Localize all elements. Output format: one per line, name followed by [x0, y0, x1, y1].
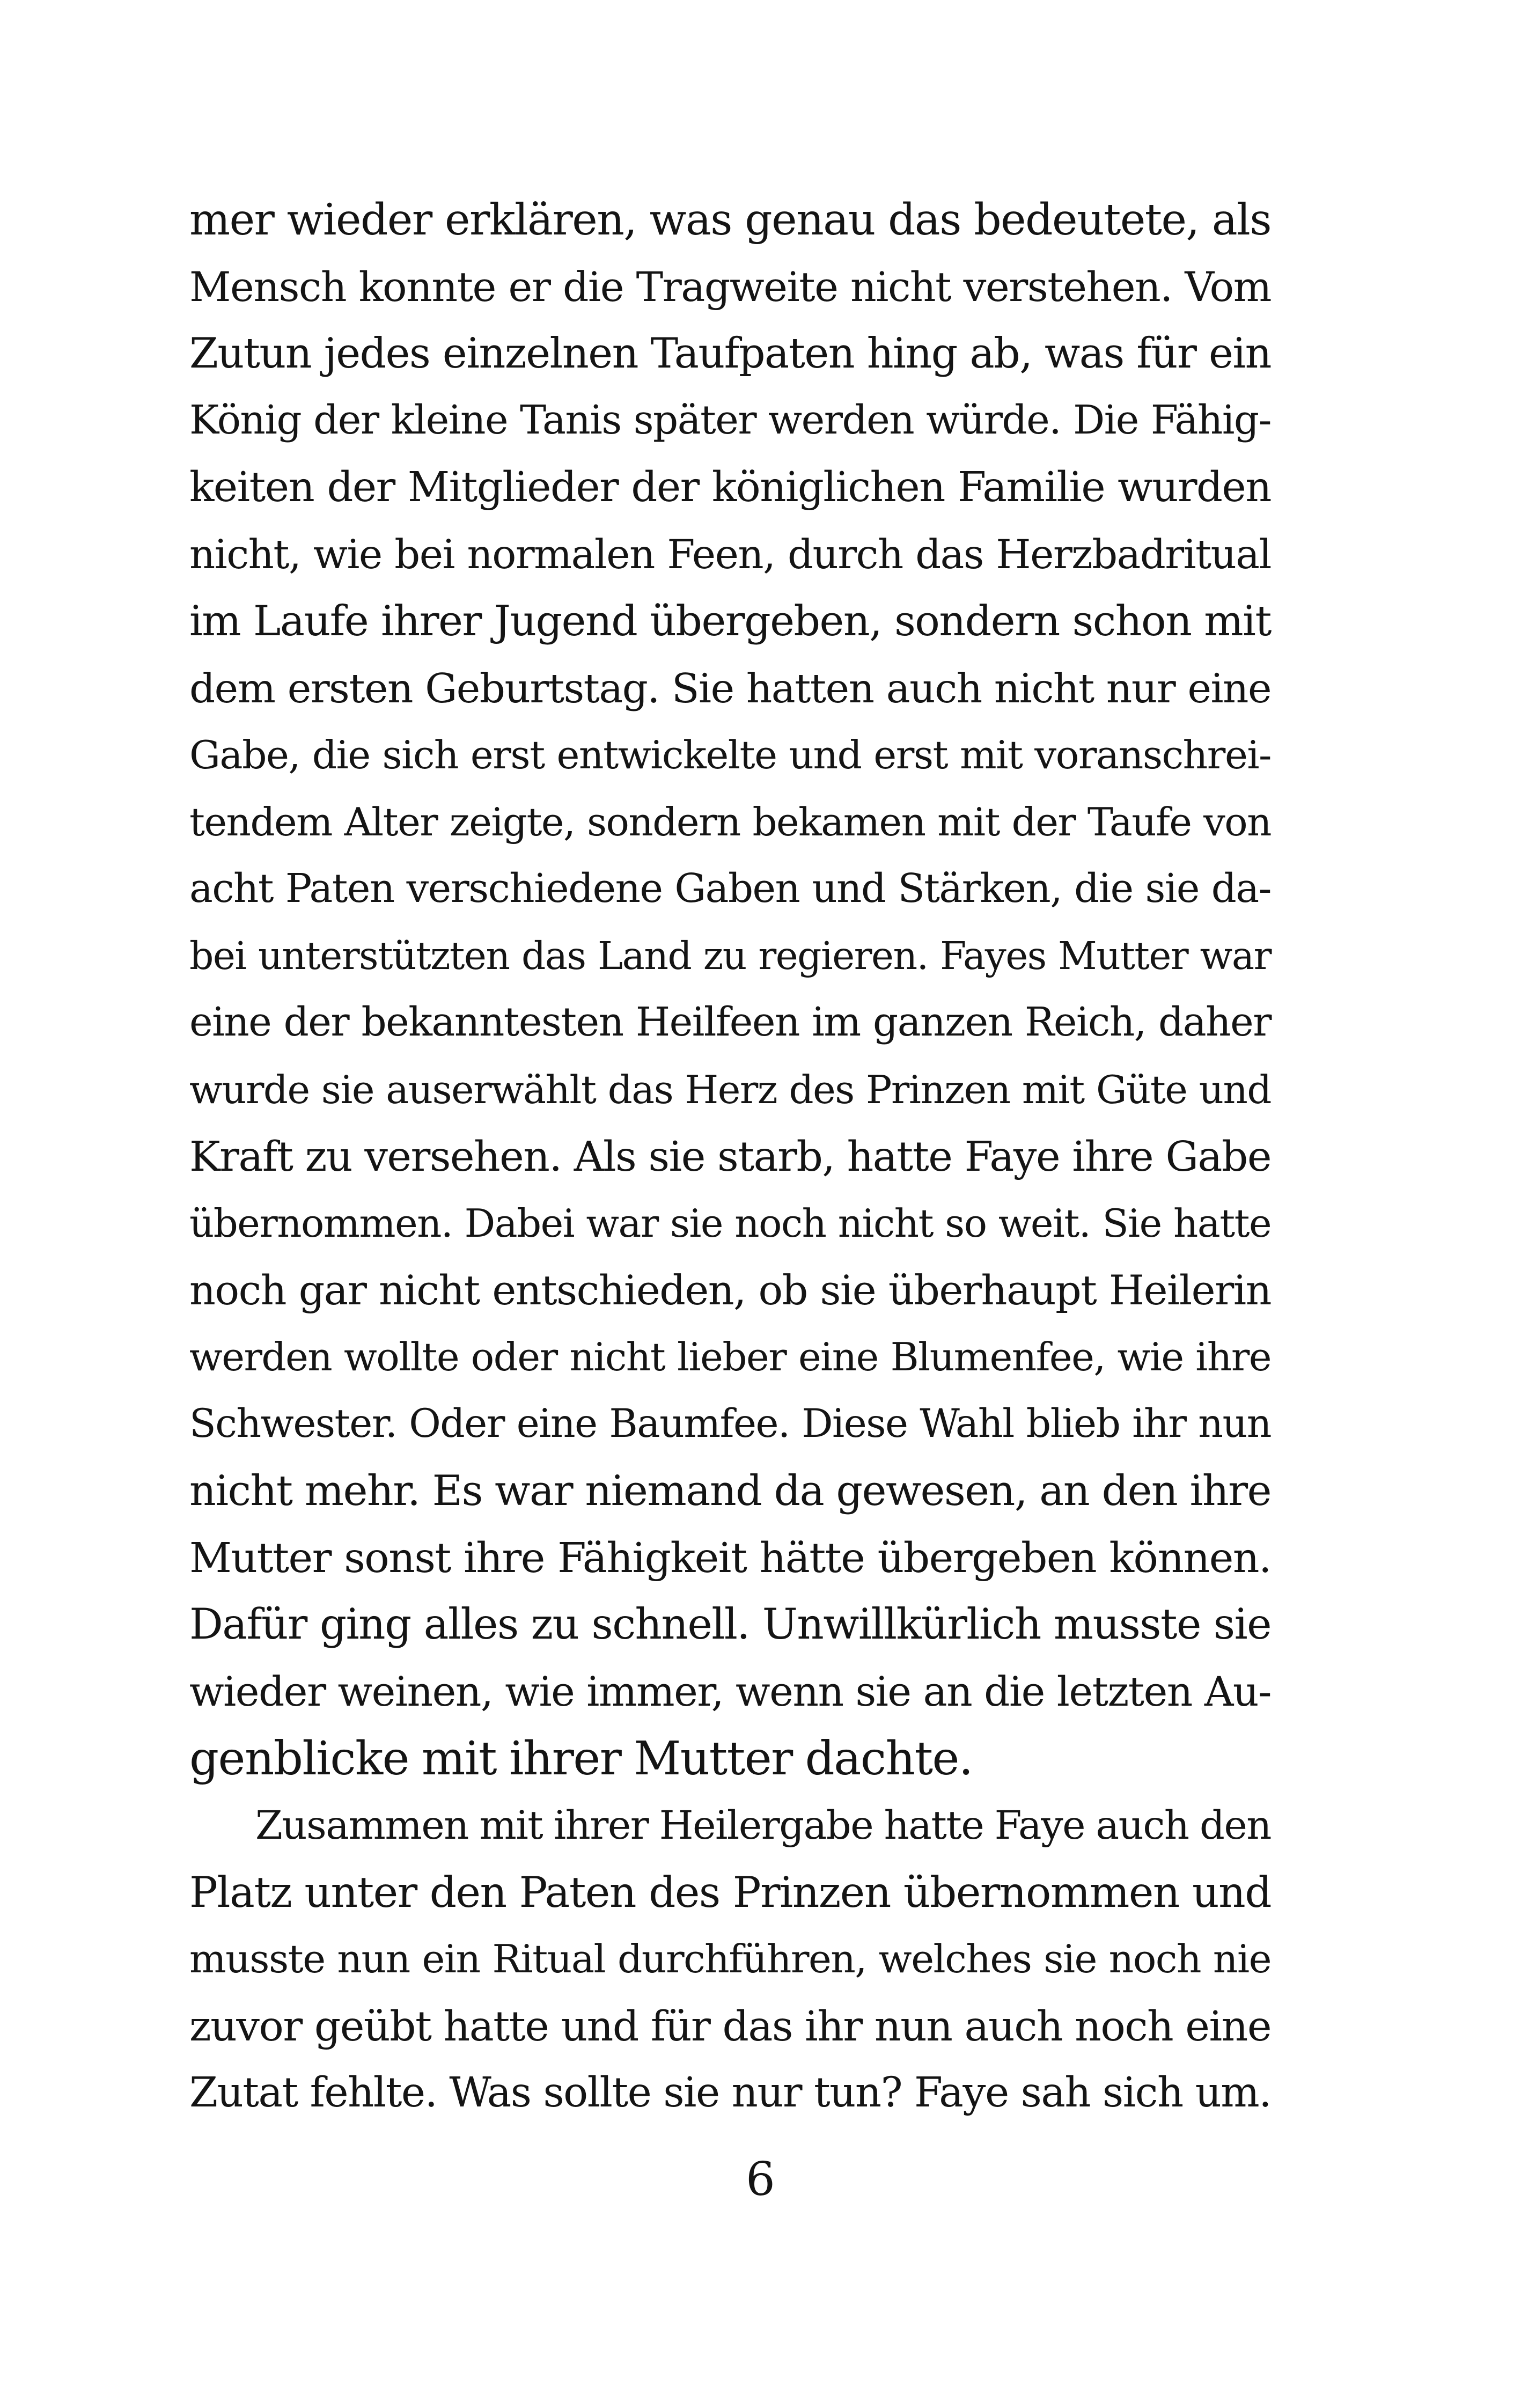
text-line: Schwester. Oder eine Baumfee. Diese Wahl blieb ihr nun	[189, 1401, 1271, 1447]
text-line: musste nun ein Ritual durchführen, welches sie noch nie	[189, 1936, 1271, 1982]
text-line: bei unterstützten das Land zu regieren. Fayes Mutter war	[189, 933, 1271, 978]
text-line: König der kleine Tanis später werden würde. Die Fähig-	[189, 398, 1271, 444]
text-line: tendem Alter zeigte, sondern bekamen mit der Taufe von	[189, 799, 1271, 845]
text-line: Kraft zu versehen. Als sie starb, hatte Faye ihre Gabe	[189, 1132, 1271, 1181]
text-line: Dafür ging alles zu schnell. Unwillkürlich musste sie	[189, 1600, 1271, 1649]
text-line: acht Paten verschiedene Gaben und Stärken, die sie da-	[189, 865, 1271, 912]
text-line: wurde sie auserwählt das Herz des Prinzen mit Güte und	[189, 1067, 1271, 1112]
text-line: Gabe, die sich erst entwickelte und erst mit voranschrei-	[189, 732, 1271, 778]
text-line: zuvor geübt hatte und für das ihr nun auch noch eine	[189, 2002, 1271, 2051]
text-line: eine der bekanntesten Heilfeen im ganzen Reich, daher	[189, 1000, 1271, 1046]
text-line: keiten der Mitglieder der königlichen Familie wurden	[189, 463, 1271, 511]
text-line: Zutat fehlte. Was sollte sie nur tun? Faye sah sich um.	[189, 2069, 1271, 2117]
text-line: Mutter sonst ihre Fähigkeit hätte übergeben können.	[189, 1533, 1271, 1582]
paragraph-last-line: genblicke mit ihrer Mutter dachte.	[189, 1731, 973, 1786]
text-line: Mensch konnte er die Tragweite nicht verstehen. Vom	[189, 263, 1271, 311]
body-text	[189, 187, 1271, 2127]
text-line: werden wollte oder nicht lieber eine Blumenfee, wie ihre	[189, 1334, 1271, 1380]
text-line: im Laufe ihrer Jugend übergeben, sondern schon mit	[189, 597, 1271, 646]
text-line: wieder weinen, wie immer, wenn sie an die letzten Au-	[189, 1668, 1271, 1716]
paragraph-first-line: Zusammen mit ihrer Heilergabe hatte Faye auch den	[255, 1802, 1271, 1848]
text-line: noch gar nicht entschieden, ob sie überhaupt Heilerin	[189, 1267, 1271, 1314]
text-line: nicht, wie bei normalen Feen, durch das Herzbadritual	[189, 531, 1271, 578]
text-line: dem ersten Geburtstag. Sie hatten auch nicht nur eine	[189, 664, 1271, 712]
text-line: Platz unter den Paten des Prinzen übernommen und	[189, 1868, 1271, 1918]
text-line: nicht mehr. Es war niemand da gewesen, an den ihre	[189, 1467, 1271, 1516]
text-line: übernommen. Dabei war sie noch nicht so weit. Sie hatte	[189, 1201, 1271, 1246]
text-line: Zutun jedes einzelnen Taufpaten hing ab, was für ein	[189, 329, 1271, 378]
page-number: 6	[746, 2153, 775, 2206]
text-line: mer wieder erklären, was genau das bedeutete, als	[189, 195, 1271, 245]
